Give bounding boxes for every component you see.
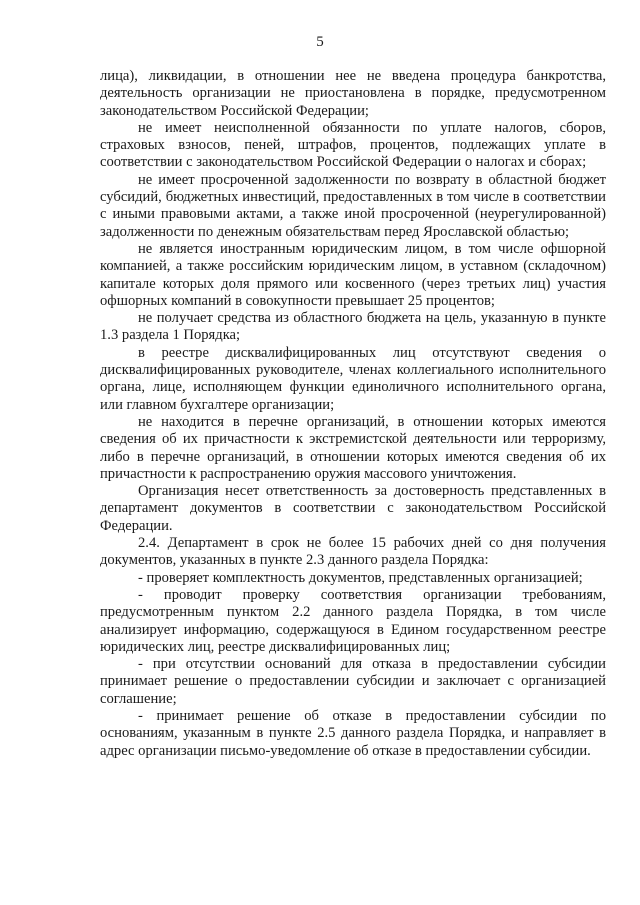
paragraph-2: не имеет неисполненной обязанности по уплате налогов, сборов, страховых взносов, пеней, штрафов, процентов, подлежащих уплате в соответствии с законодательством Российской Федерации о налогах и сборах; [100,119,606,171]
paragraph-11: - проводит проверку соответствия организации требованиям, предусмотренным пунктом 2.2 данного раздела Порядка, в том числе анализирует информацию, содержащуюся в Едином государственном реестре юридических лиц, реестре дисквалифицированных лиц; [100,586,606,655]
paragraph-5: не получает средства из областного бюджета на цель, указанную в пункте 1.3 раздела 1 Порядка; [100,310,606,344]
paragraph-10: - проверяет комплектность документов, представленных организацией; [138,569,583,586]
page-number: 5 [316,34,324,50]
paragraph-4: не является иностранным юридическим лицом, в том числе офшорной компанией, а также российским юридическим лицом, в уставном (складочном) капитале которых доля прямого или косвенного (через третьих лиц) участия офшорных компаний в совокупности превышает 25 процентов; [100,240,606,309]
paragraph-13: - принимает решение об отказе в предоставлении субсидии по основаниям, указанным в пункте 2.5 данного раздела Порядка, и направляет в адрес организации письмо-уведомление об отказе в предоставлении субсидии. [100,707,606,759]
paragraph-7: не находится в перечне организаций, в отношении которых имеются сведения об их причастности к экстремистской деятельности или терроризму, либо в перечне организаций, в отношении которых имеются сведения об их причастности к распространению оружия массового уничтожения. [100,413,606,482]
paragraph-12: - при отсутствии оснований для отказа в предоставлении субсидии принимает решение о предоставлении субсидии и заключает с организацией соглашение; [100,656,606,707]
paragraph-9: 2.4. Департамент в срок не более 15 рабочих дней со дня получения документов, указанных в пункте 2.3 данного раздела Порядка: [100,535,606,569]
paragraph-1: лица), ликвидации, в отношении нее не введена процедура банкротства, деятельность организации не приостановлена в порядке, предусмотренном законодательством Российской Федерации; [100,68,606,119]
paragraph-6: в реестре дисквалифицированных лиц отсутствуют сведения о дисквалифицированных руководителе, членах коллегиального исполнительного органа, лице, исполняющем функции единоличного исполнительного органа, или главном бухгалтере организации; [100,344,606,413]
paragraph-8: Организация несет ответственность за достоверность представленных в департамент документов в соответствии с законодательством Российской Федерации. [100,483,606,534]
paragraph-3: не имеет просроченной задолженности по возврату в областной бюджет субсидий, бюджетных инвестиций, предоставленных в том числе в соответствии с иными правовыми актами, а также иной просроченной (неурегулированной) задолженности по денежным обязательствам перед Ярославской областью; [100,171,606,240]
document-body [100,68,606,760]
